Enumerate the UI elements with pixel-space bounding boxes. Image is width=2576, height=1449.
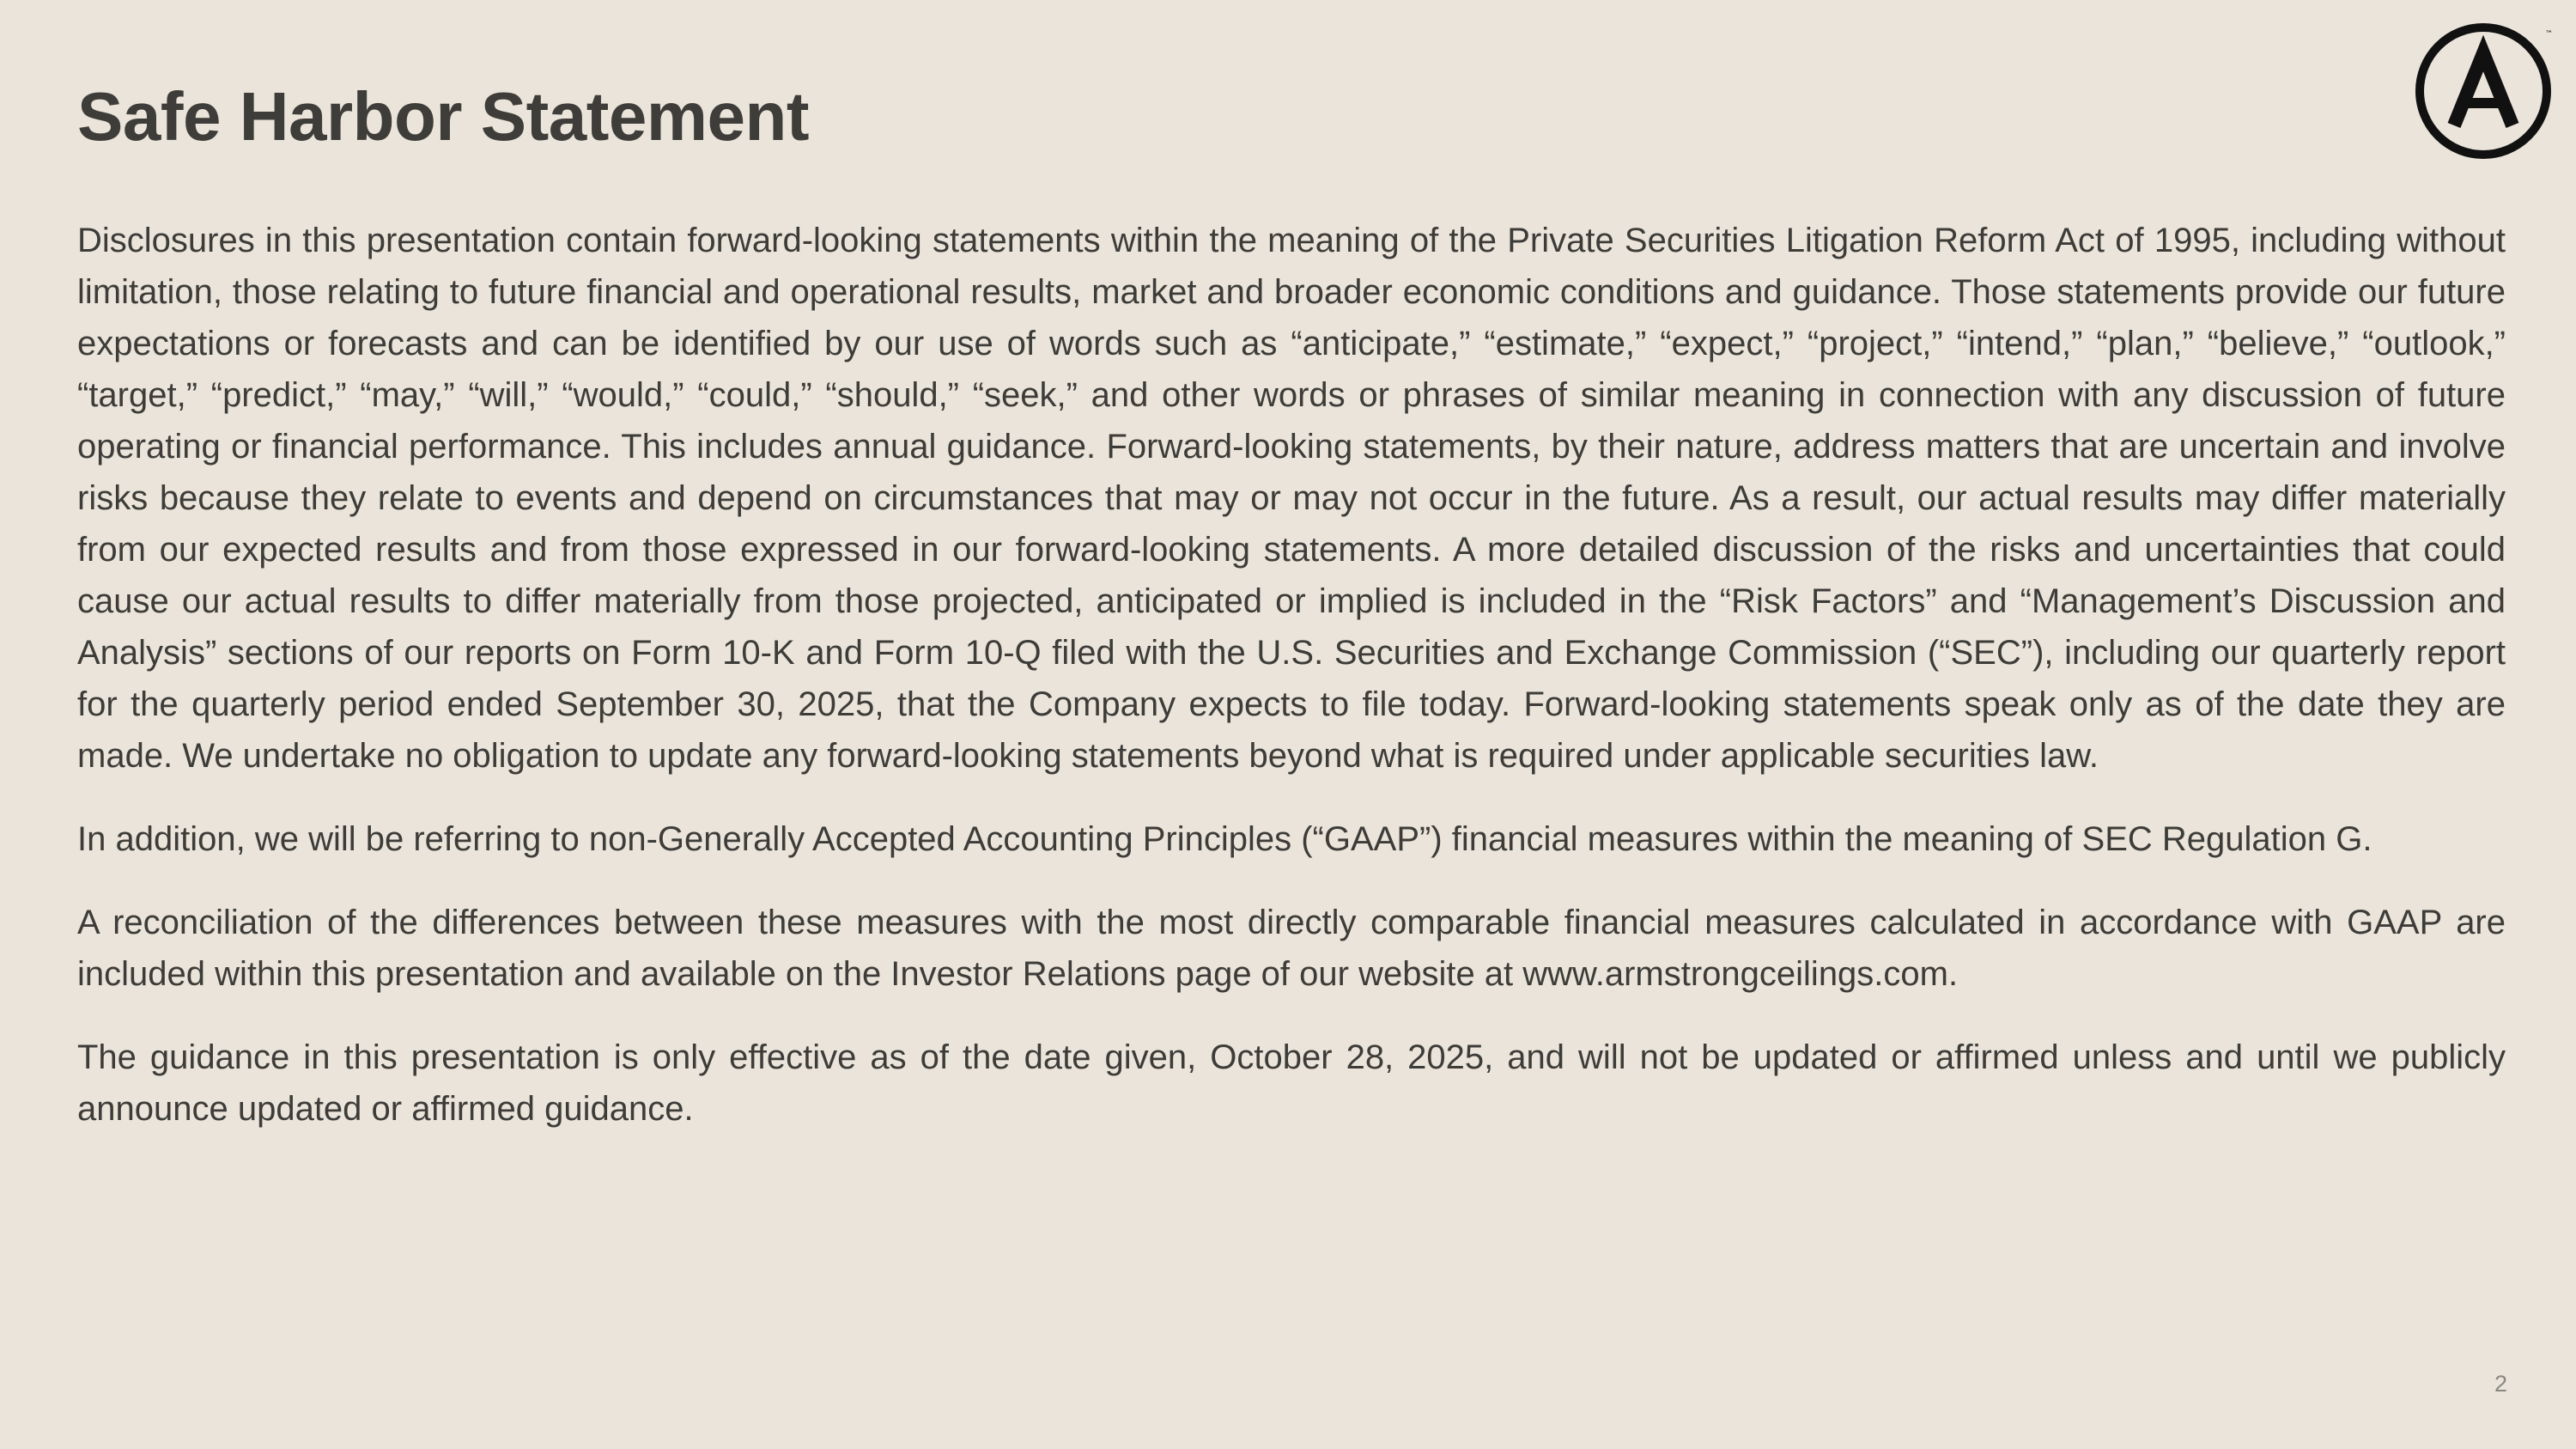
page-number: 2 [2494, 1371, 2507, 1397]
disclaimer-body [77, 215, 2506, 1166]
paragraph-reconciliation: A reconciliation of the differences between these measures with the most directly comparable financial measures calculated in accordance with GAAP are included within this presentation and available on the Investor Relations page of our website at www.armstrongceilings.com. [77, 904, 2506, 993]
paragraph-non-gaap: In addition, we will be referring to non-Generally Accepted Accounting Principles (“GAAP”) financial measures within the meaning of SEC Regulation G. [77, 820, 2372, 858]
paragraph-forward-looking: Disclosures in this presentation contain forward-looking statements within the meaning of the Private Securities Litigation Reform Act of 1995, including without limitation, those relating to future financial and operational results, market and broader economic conditions and guidance. Those statements provide our future expectations or forecasts and can be identified by our use of words such as “anticipate,” “estimate,” “expect,” “project,” “intend,” “plan,” “believe,” “outlook,” “target,” “predict,” “may,” “will,” “would,” “could,” “should,” “seek,” and other words or phrases of similar meaning in connection with any discussion of future operating or financial performance. This includes annual guidance. Forward-looking statements, by their nature, address matters that are uncertain and involve risks because they relate to events and depend on circumstances that may or may not occur in the future. As a result, our actual results may differ materially from our expected results and from those expressed in our forward-looking statements. A more detailed discussion of the risks and uncertainties that could cause our actual results to differ materially from those projected, anticipated or implied is included in the “Risk Factors” and “Management’s Discussion and Analysis” sections of our reports on Form 10-K and Form 10-Q filed with the U.S. Securities and Exchange Commission (“SEC”), including our quarterly report for the quarterly period ended September 30, 2025, that the Company expects to file today. Forward-looking statements speak only as of the date they are made. We undertake no obligation to update any forward-looking statements beyond what is required under applicable securities law. [77, 222, 2506, 775]
svg-text:™: ™ [2545, 30, 2553, 39]
armstrong-logo-icon [2415, 21, 2554, 160]
page-title: Safe Harbor Statement [77, 78, 809, 155]
paragraph-guidance: The guidance in this presentation is only effective as of the date given, October 28, 2025, and will not be updated or affirmed unless and until we publicly announce updated or affirmed guidance. [77, 1038, 2506, 1128]
